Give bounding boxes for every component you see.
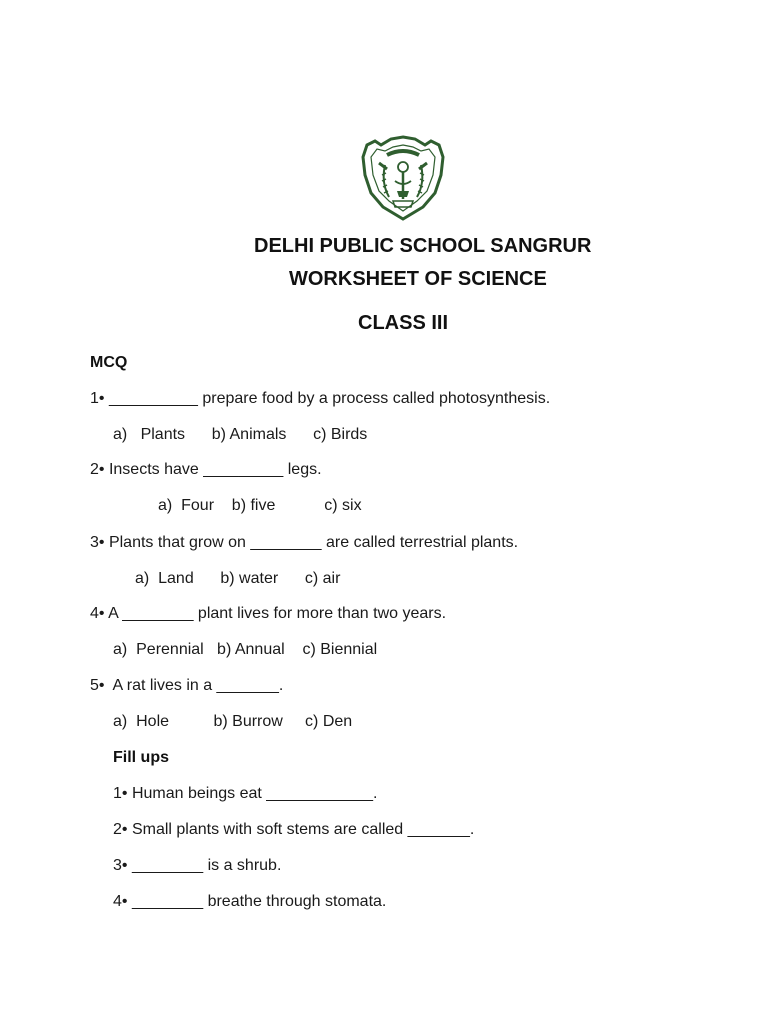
fillup-item-4: 4• ________ breathe through stomata. [113, 893, 387, 910]
fillup-item-1: 1• Human beings eat ____________. [113, 785, 378, 802]
class-label: CLASS III [358, 312, 449, 334]
mcq-options-2: a) Four b) five c) six [158, 497, 362, 514]
fillups-section-label: Fill ups [113, 749, 169, 766]
mcq-options-3: a) Land b) water c) air [135, 570, 341, 587]
school-name: DELHI PUBLIC SCHOOL SANGRUR [254, 235, 592, 257]
worksheet-title: WORKSHEET OF SCIENCE [289, 268, 547, 290]
mcq-section-label: MCQ [90, 354, 128, 371]
mcq-question-2: 2• Insects have _________ legs. [90, 461, 322, 478]
mcq-question-5: 5• A rat lives in a _______. [90, 677, 284, 694]
fillup-item-2: 2• Small plants with soft stems are called _______. [113, 821, 475, 838]
mcq-options-4: a) Perennial b) Annual c) Biennial [113, 641, 378, 658]
mcq-question-1: 1• __________ prepare food by a process called photosynthesis. [90, 390, 551, 407]
mcq-options-5: a) Hole b) Burrow c) Den [113, 713, 353, 730]
mcq-question-4: 4• A ________ plant lives for more than two years. [90, 605, 447, 622]
mcq-question-3: 3• Plants that grow on ________ are called terrestrial plants. [90, 534, 519, 551]
school-crest-logo [359, 135, 447, 221]
fillup-item-3: 3• ________ is a shrub. [113, 857, 282, 874]
mcq-options-1: a) Plants b) Animals c) Birds [113, 426, 368, 443]
